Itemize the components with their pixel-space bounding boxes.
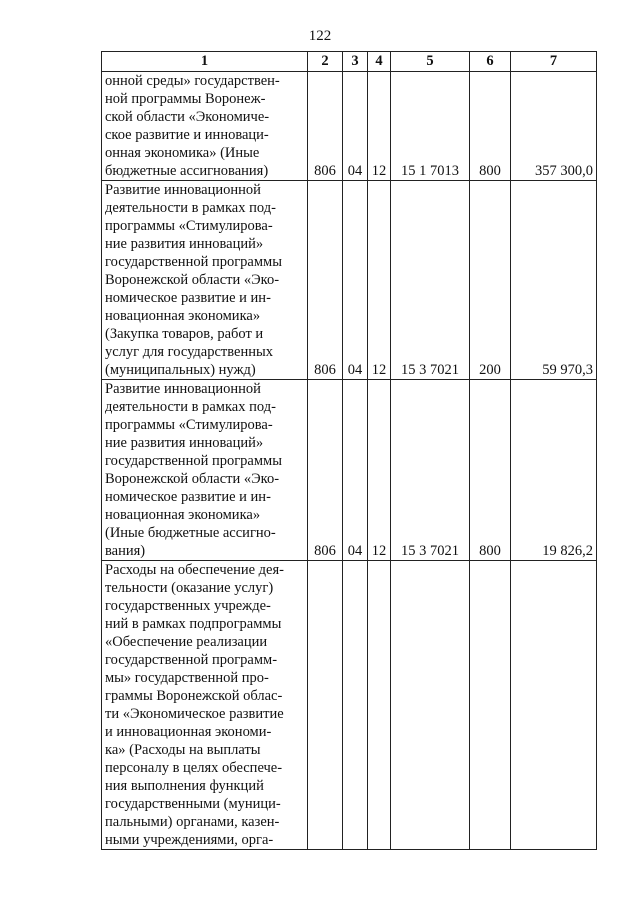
table-row [102,72,597,181]
cell-amount: 357 300,0 [511,72,597,181]
column-header-6: 6 [470,52,511,72]
cell-target-article: 15 1 7013 [391,72,470,181]
column-header-3: 3 [343,52,368,72]
cell-section-code [343,561,368,850]
table-row [102,380,597,561]
cell-expense-type: 800 [470,72,511,181]
cell-amount [511,561,597,850]
cell-section-code: 04 [343,72,368,181]
table-row [102,181,597,380]
cell-subsection-code [368,561,391,850]
cell-subsection-code: 12 [368,181,391,380]
cell-ministry-code: 806 [308,380,343,561]
page-number: 122 [308,28,332,44]
column-header-7: 7 [511,52,597,72]
cell-target-article [391,561,470,850]
cell-subsection-code: 12 [368,380,391,561]
cell-amount: 19 826,2 [511,380,597,561]
cell-subsection-code: 12 [368,72,391,181]
cell-expense-type: 200 [470,181,511,380]
cell-target-article: 15 3 7021 [391,380,470,561]
row-description: онной среды» государствен- ной программы Воронеж- ской области «Экономиче- ское развитие и инноваци- онная экономика» (Иные бюджетные ассигнования) [102,72,308,181]
table-row [102,561,597,850]
column-header-2: 2 [308,52,343,72]
column-header-1: 1 [102,52,308,72]
column-header-5: 5 [391,52,470,72]
row-description: Развитие инновационной деятельности в рамках под- программы «Стимулирова- ние развития инноваций» государственной программы Воронежской области «Эко- номическое развитие и ин- новационная экономика» (Иные бюджетные ассигно- вания) [102,380,308,561]
cell-section-code: 04 [343,181,368,380]
cell-ministry-code: 806 [308,181,343,380]
column-header-4: 4 [368,52,391,72]
header-row [102,52,597,72]
cell-expense-type: 800 [470,380,511,561]
cell-section-code: 04 [343,380,368,561]
cell-expense-type [470,561,511,850]
budget-table [101,51,597,850]
cell-target-article: 15 3 7021 [391,181,470,380]
cell-amount: 59 970,3 [511,181,597,380]
row-description: Расходы на обеспечение дея- тельности (оказание услуг) государственных учрежде- ний в рамках подпрограммы «Обеспечение реализации государственной программ- мы» государственной про- граммы Воронежской облас- ти «Экономическое развитие и инновационная экономи- ка» (Расходы на выплаты персоналу в целях обеспече- ния выполнения функций государственными (муници- пальными) органами, казен- ными учреждениями, орга- [102,561,308,850]
row-description: Развитие инновационной деятельности в рамках под- программы «Стимулирова- ние развития инноваций» государственной программы Воронежской области «Эко- номическое развитие и ин- новационная экономика» (Закупка товаров, работ и услуг для государственных (муниципальных) нужд) [102,181,308,380]
cell-ministry-code [308,561,343,850]
cell-ministry-code: 806 [308,72,343,181]
